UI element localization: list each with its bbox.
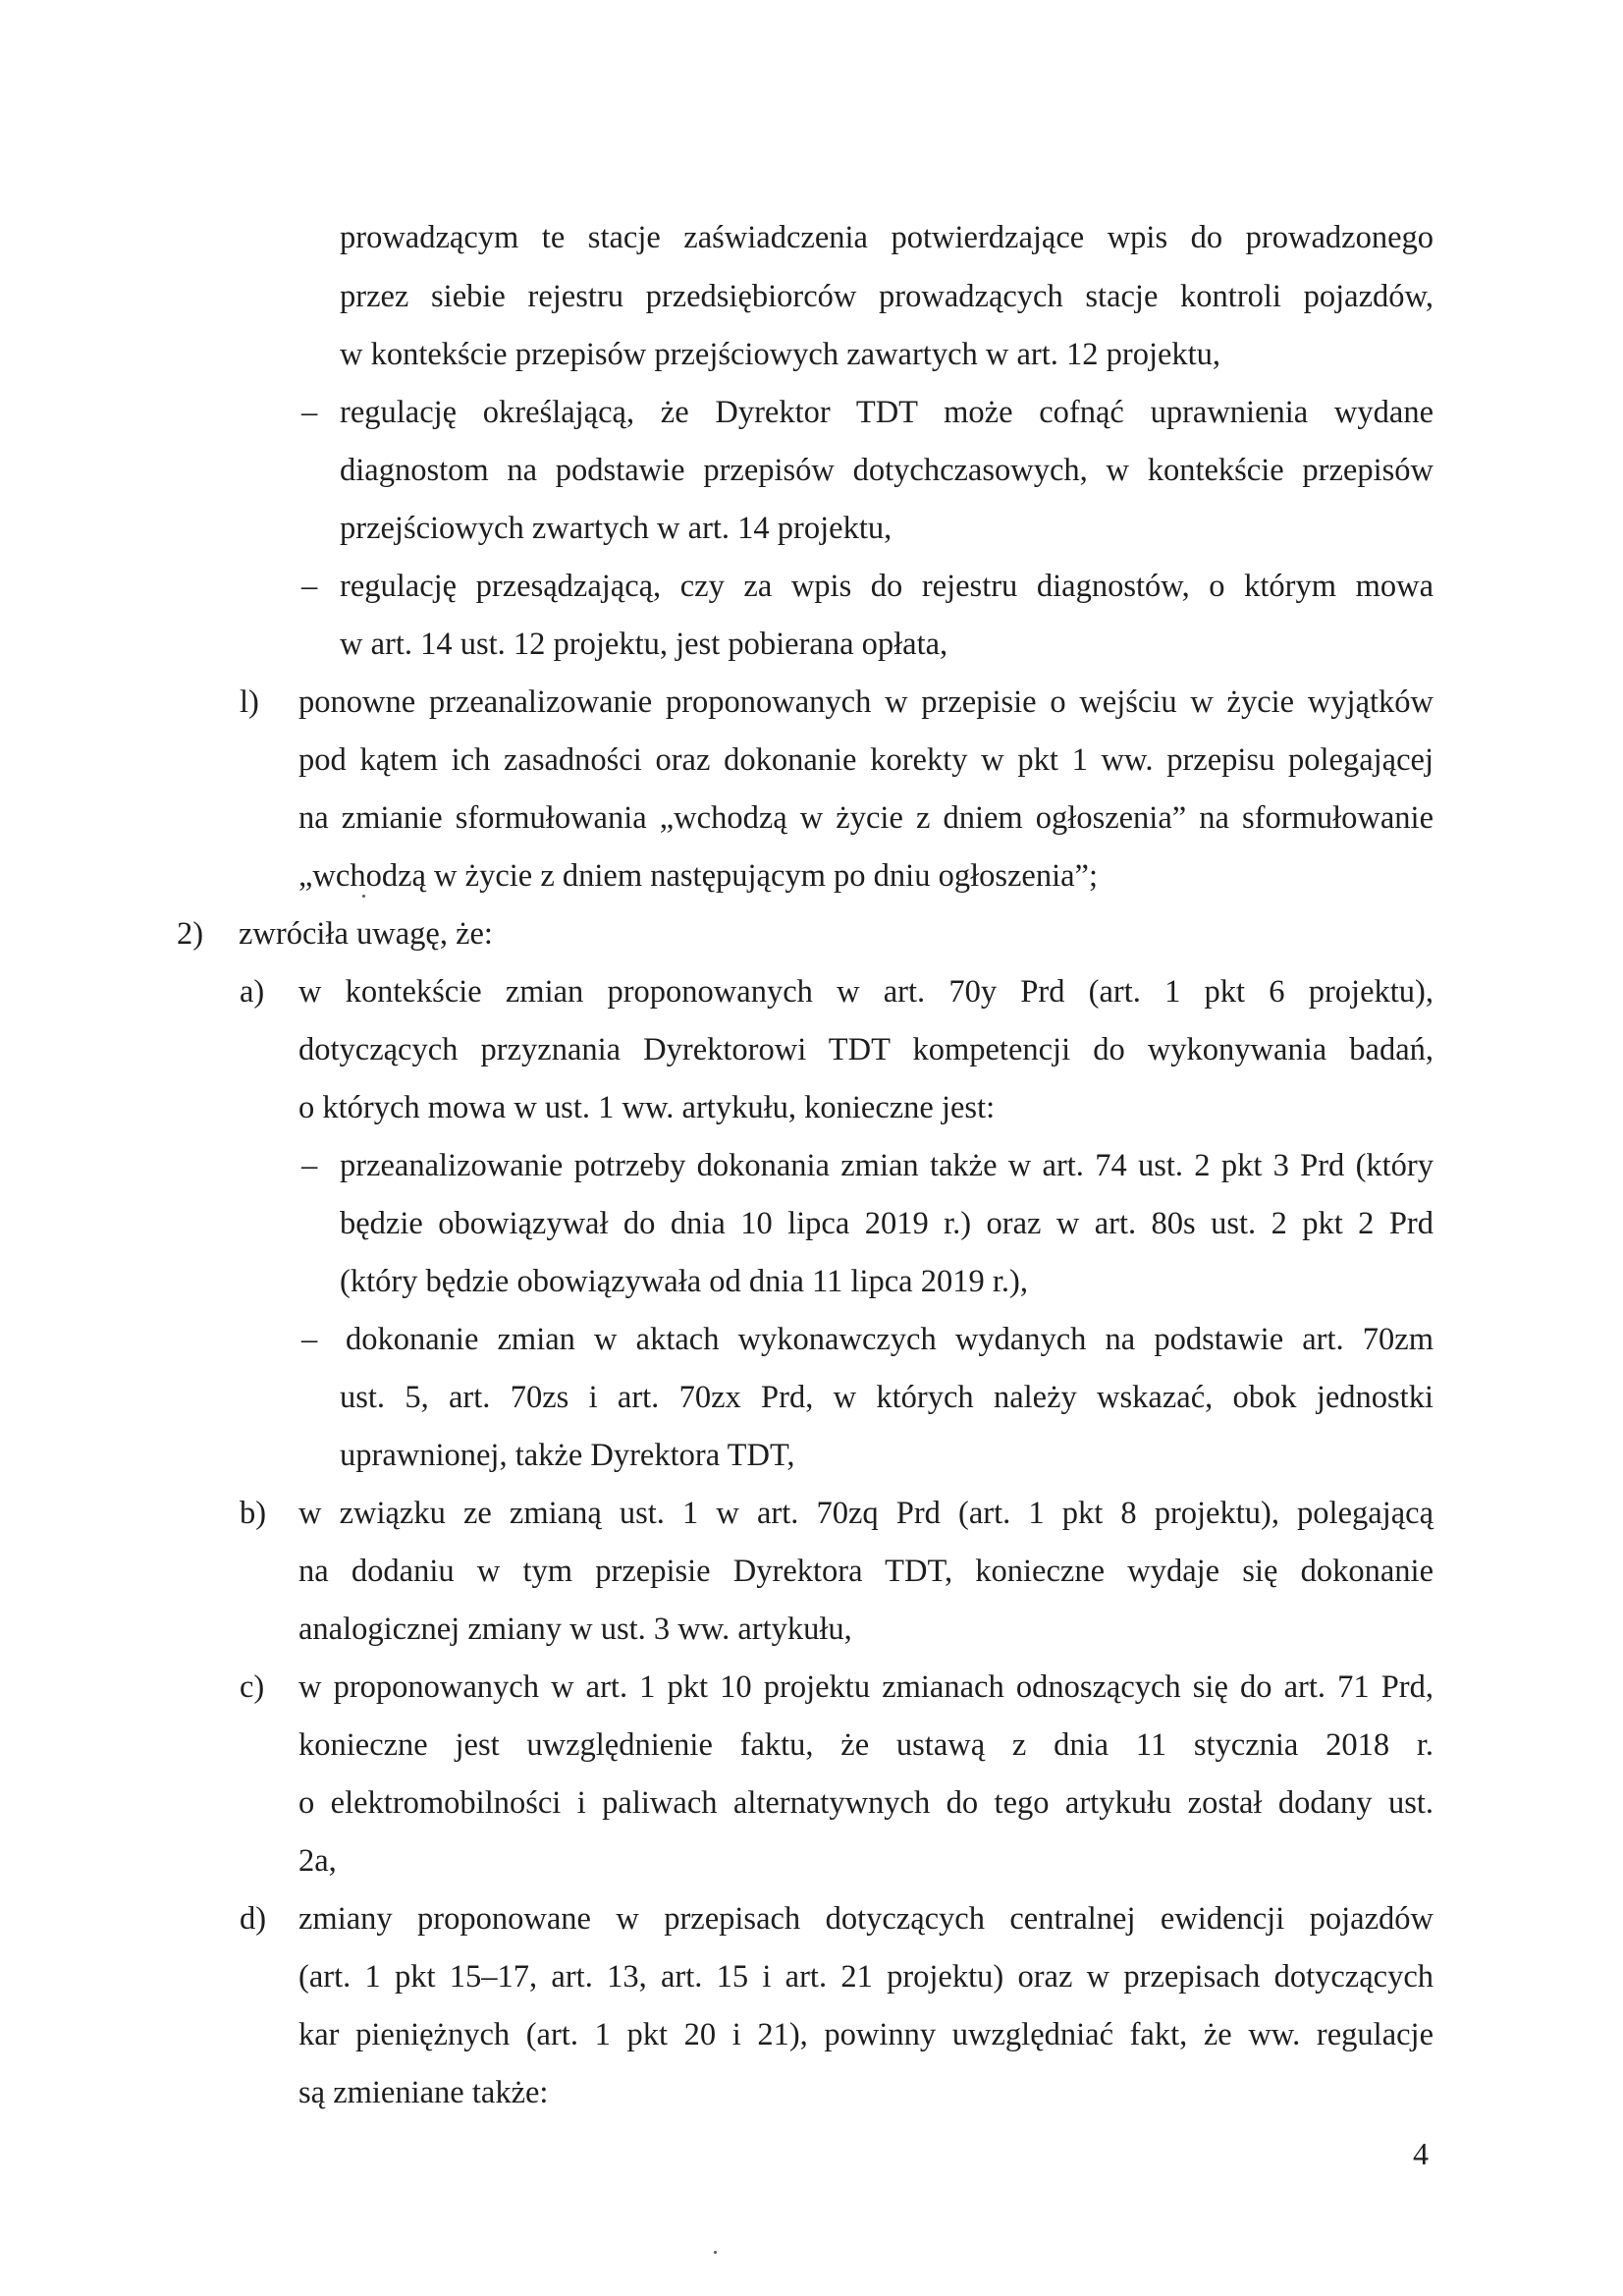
text-line: 2a, — [298, 1843, 337, 1879]
text-line: w art. 14 ust. 12 projektu, jest pobierana opłata, — [340, 627, 948, 662]
dash-marker: – — [301, 395, 318, 430]
text-line: przejściowych zwartych w art. 14 projektu, — [340, 511, 893, 546]
text-line: kar pieniężnych (art. 1 pkt 20 i 21), powinny uwzględniać fakt, że ww. regulacje — [298, 2017, 1434, 2052]
text-line: prowadzącym te stacje zaświadczenia potwierdzające wpis do prowadzonego — [340, 220, 1434, 255]
text-line: na zmianie sformułowania „wchodzą w życie z dniem ogłoszenia” na sformułowanie — [298, 800, 1434, 836]
item-marker: d) — [240, 1901, 267, 1937]
text-line: w proponowanych w art. 1 pkt 10 projektu zmianach odnoszących się do art. 71 Prd, — [298, 1669, 1434, 1705]
text-line: zmiany proponowane w przepisach dotyczących centralnej ewidencji pojazdów — [298, 1901, 1434, 1937]
item-marker: c) — [240, 1669, 265, 1705]
text-line: diagnostom na podstawie przepisów dotychczasowych, w kontekście przepisów — [340, 453, 1434, 488]
text-line: pod kątem ich zasadności oraz dokonanie korekty w pkt 1 ww. przepisu polegającej — [298, 742, 1434, 778]
text-line: dokonanie zmian w aktach wykonawczych wydanych na podstawie art. 70zm — [346, 1322, 1434, 1357]
text-line: ponowne przeanalizowanie proponowanych w przepisie o wejściu w życie wyjątków — [298, 684, 1434, 720]
item-marker: 2) — [177, 916, 204, 952]
text-line: przeanalizowanie potrzeby dokonania zmian także w art. 74 ust. 2 pkt 3 Prd (który — [340, 1148, 1434, 1183]
text-line: w kontekście przepisów przejściowych zawartych w art. 12 projektu, — [340, 337, 1221, 372]
text-line: ust. 5, art. 70zs i art. 70zx Prd, w których należy wskazać, obok jednostki — [340, 1380, 1434, 1415]
text-line: (art. 1 pkt 15–17, art. 13, art. 15 i art. 21 projektu) oraz w przepisach dotyczących — [298, 1959, 1434, 1995]
text-line: przez siebie rejestru przedsiębiorców prowadzących stacje kontroli pojazdów, — [340, 279, 1434, 314]
text-line: o elektromobilności i paliwach alternatywnych do tego artykułu został dodany ust. — [298, 1785, 1434, 1821]
item-marker: l) — [240, 684, 259, 720]
text-line: uprawnionej, także Dyrektora TDT, — [340, 1438, 795, 1473]
text-line: w kontekście zmian proponowanych w art. 70y Prd (art. 1 pkt 6 projektu), — [298, 974, 1434, 1010]
item-marker: b) — [240, 1496, 267, 1531]
text-line: konieczne jest uwzględnienie faktu, że ustawą z dnia 11 stycznia 2018 r. — [298, 1727, 1434, 1763]
text-line: o których mowa w ust. 1 ww. artykułu, konieczne jest: — [298, 1090, 996, 1125]
text-line: regulację przesądzającą, czy za wpis do rejestru diagnostów, o którym mowa — [340, 569, 1434, 604]
text-line: (który będzie obowiązywała od dnia 11 lipca 2019 r.), — [340, 1264, 1028, 1299]
dash-marker: – — [301, 1148, 318, 1183]
dash-marker: – — [301, 1322, 318, 1357]
scan-speck — [714, 2251, 717, 2254]
text-line: „wchodzą w życie z dniem następującym po dniu ogłoszenia”; — [298, 858, 1099, 894]
text-line: zwróciła uwagę, że: — [239, 916, 493, 952]
text-line: regulację określającą, że Dyrektor TDT może cofnąć uprawnienia wydane — [340, 395, 1434, 430]
text-line: będzie obowiązywał do dnia 10 lipca 2019 r.) oraz w art. 80s ust. 2 pkt 2 Prd — [340, 1206, 1434, 1241]
dash-marker: – — [301, 569, 318, 604]
scan-speck — [362, 895, 365, 898]
text-line: analogicznej zmiany w ust. 3 ww. artykułu, — [298, 1612, 852, 1647]
text-line: są zmieniane także: — [298, 2075, 549, 2110]
text-line: w związku ze zmianą ust. 1 w art. 70zq Prd (art. 1 pkt 8 projektu), polegającą — [298, 1496, 1434, 1531]
item-marker: a) — [240, 974, 265, 1010]
text-line: na dodaniu w tym przepisie Dyrektora TDT, konieczne wydaje się dokonanie — [298, 1554, 1434, 1589]
page-number: 4 — [1413, 2136, 1429, 2171]
text-line: dotyczących przyznania Dyrektorowi TDT kompetencji do wykonywania badań, — [298, 1032, 1434, 1067]
